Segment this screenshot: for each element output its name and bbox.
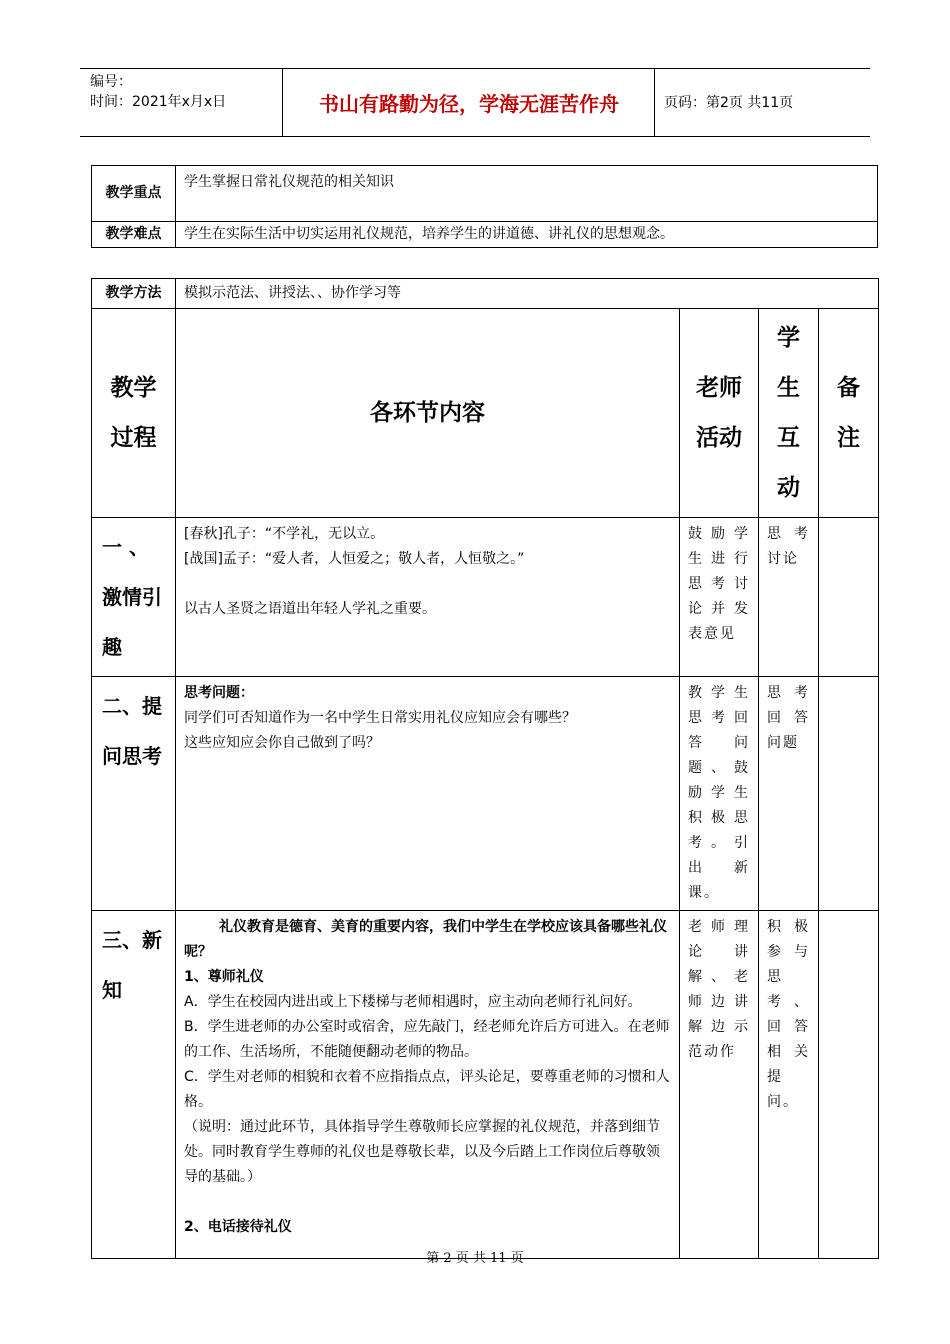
key-text: 学生掌握日常礼仪规范的相关知识 (176, 166, 878, 222)
header-meta (90, 72, 226, 112)
student-activity: 思考讨论 (759, 518, 819, 677)
content-heading: 思考问题： (184, 685, 254, 701)
teacher-activity: 教学生思考回答问题、鼓励学生积极思考。引出新课。 (680, 677, 759, 911)
teacher-activity: 老师理论讲解、老师边讲解边示范动作 (680, 911, 759, 1259)
note-cell (819, 677, 879, 911)
header-page-label: 页码：第2页 共11页 (664, 95, 794, 111)
header-motto: 书山有路勤为径，学海无涯苦作舟 (319, 91, 619, 116)
col-note: 备注 (819, 309, 879, 518)
table-row (92, 518, 879, 677)
teacher-activity: 鼓励学生进行思考讨论并发表意见 (680, 518, 759, 677)
section-heading: 1、尊师礼仪 (184, 969, 264, 985)
key-label: 教学重点 (92, 166, 176, 222)
header-divider (654, 68, 655, 136)
note-cell (819, 518, 879, 677)
content-line: [春秋]孔子：“不学礼，无以立。 (184, 526, 385, 542)
stage-label: 一 、激情引趣 (92, 518, 176, 677)
content-line: （说明：通过此环节，具体指导学生尊敬师长应掌握的礼仪规范，并落到细节处。同时教育学生尊师的礼仪也是尊敬长辈，以及今后踏上工作岗位后尊敬领导的基础。） (184, 1119, 660, 1185)
col-process: 教学过程 (92, 309, 176, 518)
content-line: [战国]孟子：“爱人者，人恒爱之；敬人者，人恒敬之。” (184, 551, 525, 567)
method-label: 教学方法 (92, 279, 176, 309)
header-rule-bottom (80, 136, 870, 137)
content-line: C．学生对老师的相貌和衣着不应指指点点，评头论足，要尊重老师的习惯和人格。 (184, 1069, 670, 1110)
content-gap (184, 1190, 671, 1215)
student-activity: 思考回答问题 (759, 677, 819, 911)
table-row (92, 677, 879, 911)
content-line: 这些应知应会你自己做到了吗？ (184, 735, 380, 751)
serial-label: 编号： (90, 74, 132, 90)
col-content: 各环节内容 (176, 309, 680, 518)
stage-label: 三、新知 (92, 911, 176, 1259)
stage-content (176, 518, 680, 677)
difficulty-label: 教学难点 (92, 222, 176, 248)
section-heading: 2、电话接待礼仪 (184, 1219, 292, 1235)
difficulty-text: 学生在实际生活中切实运用礼仪规范，培养学生的讲道德、讲礼仪的思想观念。 (176, 222, 878, 248)
col-student: 学生互动 (759, 309, 819, 518)
info-table (91, 165, 878, 248)
content-gap (184, 572, 671, 597)
note-cell (819, 911, 879, 1259)
student-activity: 积极参与思考、回答相关提问。 (759, 911, 819, 1259)
header-divider (282, 68, 283, 136)
content-intro: 礼仪教育是德育、美育的重要内容，我们中学生在学校应该具备哪些礼仪呢？ (184, 919, 667, 960)
method-text: 模拟示范法、讲授法、、协作学习等 (176, 279, 879, 309)
time-label: 时间：2021年x月x日 (90, 94, 227, 110)
content-line: 同学们可否知道作为一名中学生日常实用礼仪应知应会有哪些？ (184, 710, 576, 726)
stage-content (176, 911, 680, 1259)
process-table (91, 278, 879, 1259)
stage-content (176, 677, 680, 911)
content-line: A．学生在校园内进出或上下楼梯与老师相遇时，应主动向老师行礼问好。 (184, 994, 642, 1010)
table-row (92, 911, 879, 1259)
page-footer: 第 2 页 共 11 页 (426, 1251, 524, 1266)
content-line: 以古人圣贤之语道出年轻人学礼之重要。 (184, 601, 436, 617)
content-line: B．学生进老师的办公室时或宿舍，应先敲门，经老师允许后方可进入。在老师的工作、生活场所，不能随便翻动老师的物品。 (184, 1019, 670, 1060)
col-teacher: 老师活动 (680, 309, 759, 518)
stage-label: 二、提问思考 (92, 677, 176, 911)
